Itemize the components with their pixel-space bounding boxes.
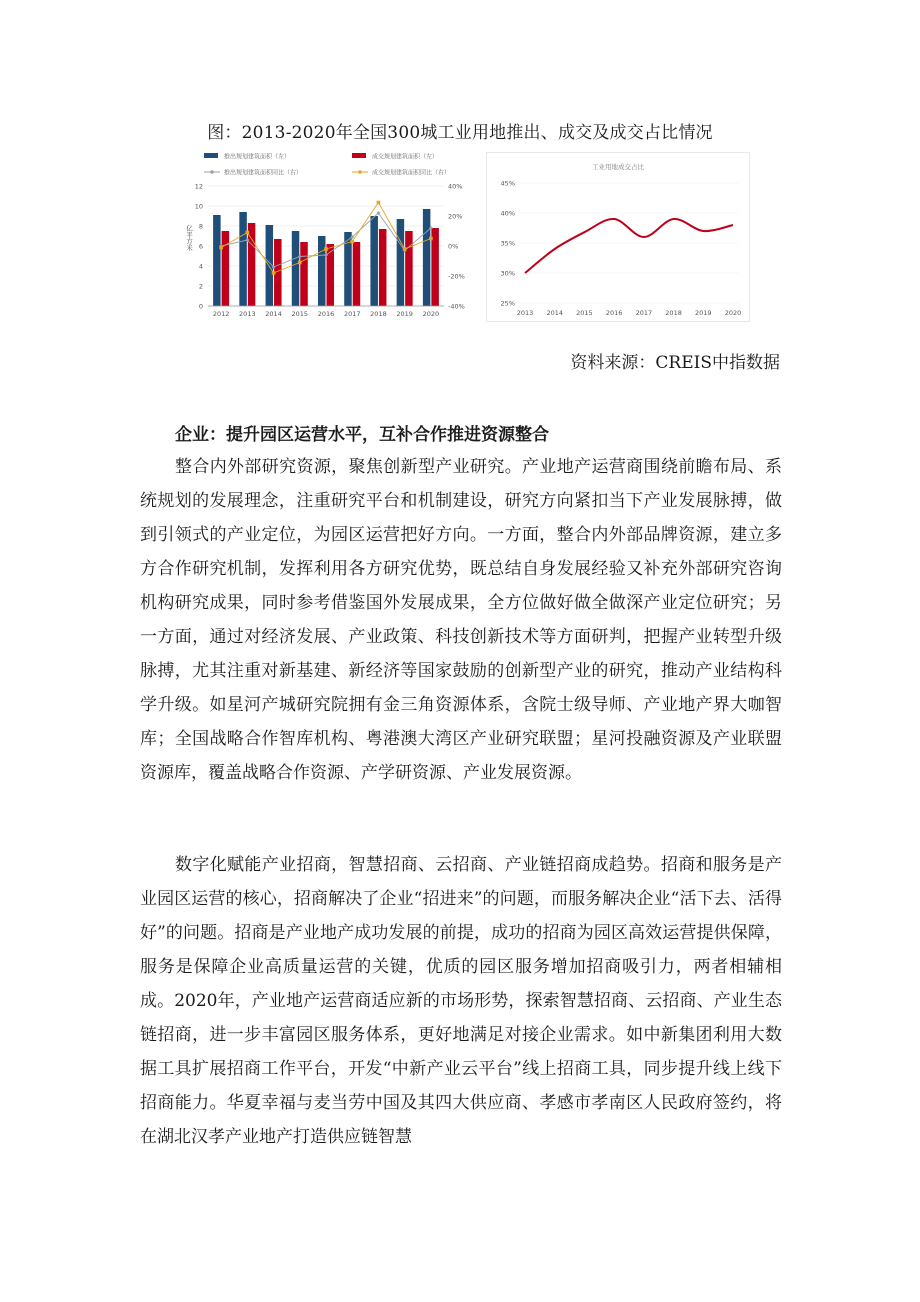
y2-tick-label: -40%	[448, 302, 465, 311]
y-axis-label: 亿平方米	[185, 225, 193, 251]
y-tick-label: 4	[198, 262, 203, 271]
x-tick-label: 2015	[291, 310, 309, 318]
y-tick-label: 30%	[500, 269, 515, 278]
x-tick-label: 2012	[212, 310, 230, 318]
bar-sold	[327, 244, 335, 306]
y2-tick-label: -20%	[448, 272, 465, 281]
yoy-marker	[219, 246, 223, 250]
chart-title: 工业用地成交占比	[592, 163, 644, 171]
x-tick-label: 2020	[422, 310, 440, 318]
bar-pushed	[423, 209, 431, 306]
yoy-marker	[324, 247, 328, 251]
yoy-marker	[403, 247, 407, 251]
y-tick-label: 35%	[500, 239, 515, 248]
bar-pushed	[213, 215, 221, 306]
legend-swatch	[352, 153, 366, 158]
bar-pushed	[292, 231, 300, 306]
x-tick-label: 2020	[724, 309, 742, 317]
legend-label: 成交规划建筑面积同比（右）	[372, 169, 451, 177]
x-tick-label: 2016	[317, 310, 335, 318]
y-tick-label: 6	[198, 242, 203, 251]
figure-title: 图：2013-2020年全国300城工业用地推出、成交及成交占比情况	[207, 123, 713, 143]
x-tick-label: 2018	[370, 310, 387, 318]
y-tick-label: 0	[198, 302, 203, 311]
bar-pushed	[239, 212, 247, 306]
y-tick-label: 12	[194, 182, 203, 191]
bar-sold	[222, 231, 230, 306]
bar-sold	[300, 242, 308, 306]
bar-chart	[176, 146, 472, 322]
legend-swatch-marker	[358, 170, 362, 174]
y-tick-label: 40%	[500, 209, 515, 218]
y-tick-label: 2	[198, 282, 203, 291]
x-tick-label: 2015	[576, 309, 593, 317]
bar-sold	[353, 242, 361, 306]
y-tick-label: 10	[194, 202, 203, 211]
yoy-marker	[298, 261, 302, 265]
line-chart	[487, 153, 749, 321]
y-tick-label: 45%	[500, 179, 515, 188]
y2-tick-label: 20%	[448, 212, 463, 221]
y-tick-label: 8	[198, 222, 203, 231]
x-tick-label: 2013	[516, 309, 534, 317]
yoy-marker	[377, 201, 381, 205]
y2-tick-label: 40%	[448, 182, 463, 191]
y2-tick-label: 0%	[448, 242, 459, 251]
legend-label: 推出规划建筑面积同比（右）	[224, 169, 303, 177]
x-tick-label: 2017	[343, 310, 361, 318]
x-tick-label: 2017	[635, 309, 653, 317]
y-tick-label: 25%	[500, 299, 515, 308]
legend-swatch	[204, 153, 218, 158]
bar-pushed	[397, 219, 405, 306]
bar-sold	[405, 231, 413, 306]
source-note: 资料来源：CREIS中指数据	[570, 353, 780, 373]
x-tick-label: 2019	[396, 310, 413, 318]
x-tick-label: 2016	[605, 309, 623, 317]
line-chart-panel	[486, 152, 750, 322]
bar-pushed	[370, 216, 378, 306]
x-tick-label: 2014	[546, 309, 563, 317]
x-tick-label: 2019	[695, 309, 712, 317]
yoy-marker	[350, 240, 354, 244]
yoy-marker	[272, 271, 276, 275]
yoy-marker	[429, 237, 433, 241]
bar-pushed	[318, 236, 326, 306]
paragraph-1: 整合内外部研究资源，聚焦创新型产业研究。产业地产运营商围绕前瞻布局、系统规划的发展理念，注重研究平台和机制建设，研究方向紧扣当下产业发展脉搏，做到引领式的产业定位，为园区运营把好方向。一方面，整合内外部品牌资源，建立多方合作研究机制，发挥利用各方研究优势，既总结自身发展经验又补充外部研究咨询机构研究成果，同时参考借鉴国外发展成果，全方位做好做全做深产业定位研究；另一方面，通过对经济发展、产业政策、科技创新技术等方面研判，把握产业转型升级脉搏，尤其注重对新基建、新经济等国家鼓励的创新型产业的研究，推动产业结构科学升级。如星河产城研究院拥有金三角资源体系，含院士级导师、产业地产界大咖智库；全国战略合作智库机构、粤港澳大湾区产业研究联盟；星河投融资源及产业联盟资源库，覆盖战略合作资源、产学研资源、产业发展资源。	[140, 457, 782, 783]
legend-label: 推出规划建筑面积（左）	[224, 153, 291, 161]
legend-label: 成交规划建筑面积（左）	[372, 153, 439, 161]
share-line	[525, 219, 733, 273]
section-heading: 企业：提升园区运营水平，互补合作推进资源整合	[175, 425, 549, 445]
yoy-marker	[246, 231, 250, 235]
bar-sold	[379, 229, 387, 306]
legend-swatch-marker	[210, 170, 214, 174]
x-tick-label: 2014	[265, 310, 282, 318]
paragraph-2: 数字化赋能产业招商，智慧招商、云招商、产业链招商成趋势。招商和服务是产业园区运营的核心，招商解决了企业“招进来”的问题，而服务解决企业“活下去、活得好”的问题。招商是产业地产成功发展的前提，成功的招商为园区高效运营提供保障，服务是保障企业高质量运营的关键，优质的园区服务增加招商吸引力，两者相辅相成。2020年，产业地产运营商适应新的市场形势，探索智慧招商、云招商、产业生态链招商，进一步丰富园区服务体系，更好地满足对接企业需求。如中新集团利用大数据工具扩展招商工作平台，开发“中新产业云平台”线上招商工具，同步提升线上线下招商能力。华夏幸福与麦当劳中国及其四大供应商、孝感市孝南区人民政府签约，将在湖北汉孝产业地产打造供应链智慧	[140, 855, 782, 1147]
x-tick-label: 2013	[239, 310, 256, 318]
x-tick-label: 2018	[665, 309, 682, 317]
